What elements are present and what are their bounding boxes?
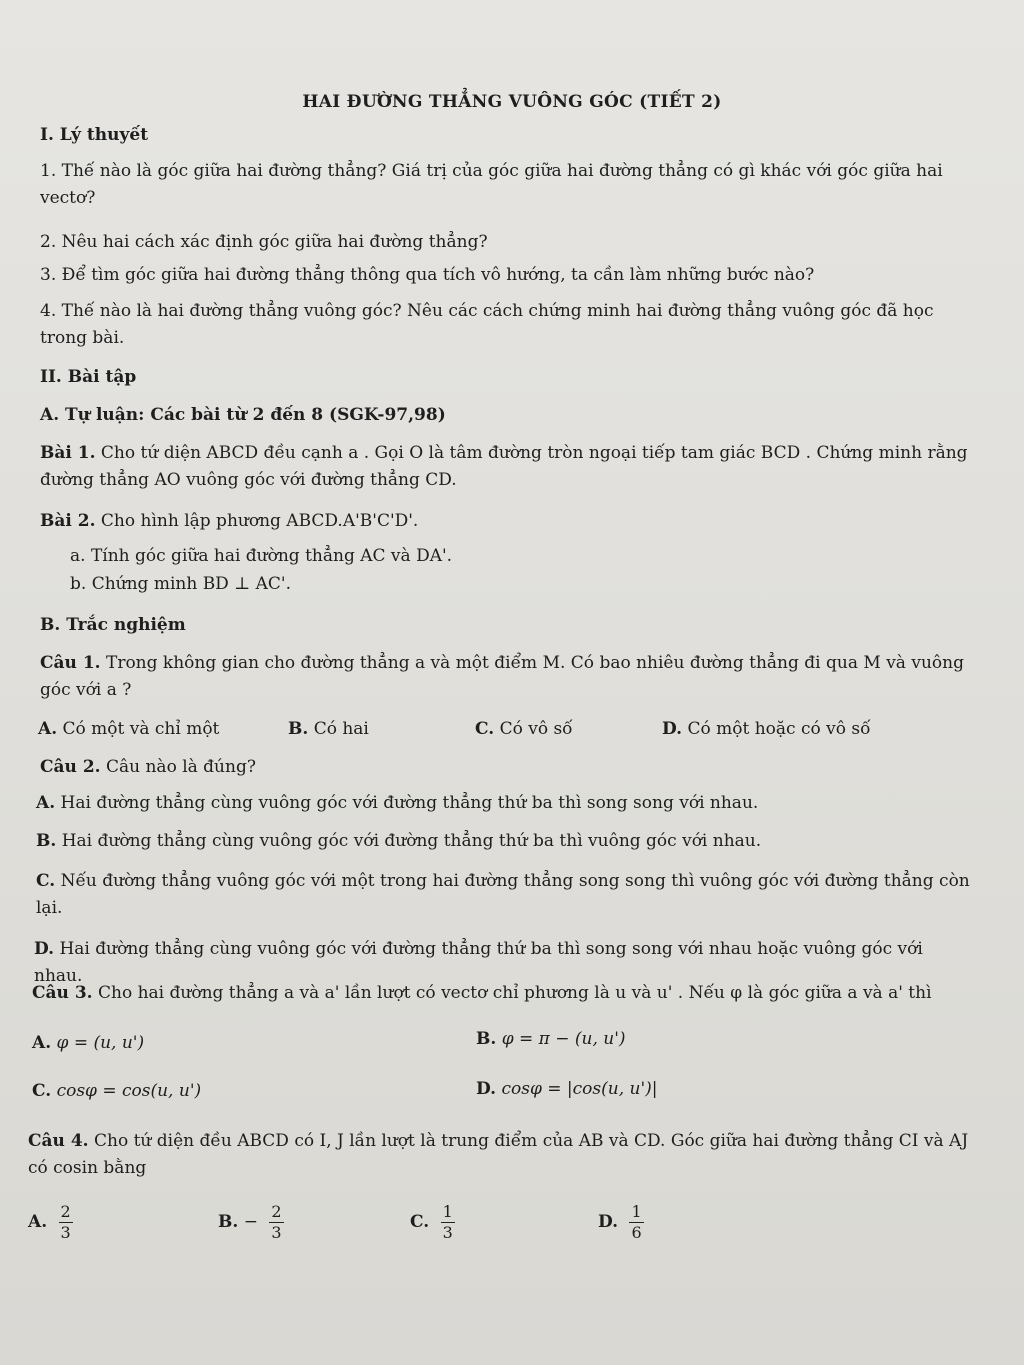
multiple-choice-heading: B. Trắc nghiệm <box>40 615 186 635</box>
option-text: Có hai <box>313 719 369 739</box>
question-3 <box>32 980 974 1007</box>
fraction <box>269 1202 283 1243</box>
option-text: Hai đường thẳng cùng vuông góc với đường thẳng thứ ba thì song song với nhau hoặc vuông góc với nhau. <box>34 939 923 986</box>
question-4 <box>28 1128 974 1182</box>
question-1-text: Trong không gian cho đường thẳng a và một điểm M. Có bao nhiêu đường thẳng đi qua M và vuông góc với a ? <box>40 653 964 700</box>
exercise-1-label: Bài 1. <box>40 443 96 463</box>
fraction-numerator: 2 <box>271 1202 282 1221</box>
fraction-numerator: 1 <box>442 1202 453 1221</box>
q1-option-b <box>288 716 369 743</box>
option-label: B. <box>218 1212 239 1232</box>
option-formula: φ = π − (u, u') <box>501 1029 626 1049</box>
option-label: D. <box>598 1212 619 1232</box>
option-label: B. <box>476 1029 497 1049</box>
fraction-denominator: 3 <box>442 1223 453 1242</box>
option-label: D. <box>662 719 683 739</box>
q2-option-c <box>36 868 974 922</box>
essay-heading: A. Tự luận: Các bài từ 2 đến 8 (SGK-97,98) <box>40 405 446 425</box>
option-label: D. <box>34 939 55 959</box>
fraction-denominator: 3 <box>60 1223 71 1242</box>
exercise-2a: a. Tính góc giữa hai đường thẳng AC và DA'. <box>70 546 453 566</box>
q4-option-a <box>28 1202 73 1243</box>
question-3-label: Câu 3. <box>32 983 93 1003</box>
fraction-numerator: 1 <box>631 1202 642 1221</box>
option-label: C. <box>475 719 495 739</box>
question-4-label: Câu 4. <box>28 1131 89 1151</box>
option-label: A. <box>28 1212 48 1232</box>
fraction <box>441 1202 455 1243</box>
exercise-2-text: Cho hình lập phương ABCD.A'B'C'D'. <box>100 511 419 531</box>
option-label: C. <box>36 871 56 891</box>
option-label: A. <box>36 793 56 813</box>
q1-option-a <box>38 716 219 743</box>
q1-option-c <box>475 716 573 743</box>
option-text: Hai đường thẳng cùng vuông góc với đường thẳng thứ ba thì song song với nhau. <box>60 793 759 813</box>
exercise-2-label: Bài 2. <box>40 511 96 531</box>
option-formula: cosφ = cos(u, u') <box>56 1081 202 1101</box>
option-sign: − <box>243 1212 258 1232</box>
q3-option-d <box>476 1076 657 1103</box>
q3-option-c <box>32 1078 201 1105</box>
option-formula: cosφ = |cos(u, u')| <box>501 1079 658 1099</box>
exercise-1-text: Cho tứ diện ABCD đều cạnh a . Gọi O là tâm đường tròn ngoại tiếp tam giác BCD . Chứng minh rằng đường thẳng AO vuông góc với đường thẳng CD. <box>40 443 968 490</box>
option-label: B. <box>36 831 57 851</box>
theory-question-1: 1. Thế nào là góc giữa hai đường thẳng? Giá trị của góc giữa hai đường thẳng có gì khác với góc giữa hai vectơ? <box>40 161 943 208</box>
q4-option-b <box>218 1202 284 1243</box>
option-text: Có một và chỉ một <box>62 719 220 739</box>
fraction-denominator: 6 <box>631 1223 642 1242</box>
question-1 <box>40 650 974 704</box>
option-label: A. <box>38 719 58 739</box>
exercises-heading: II. Bài tập <box>40 367 137 387</box>
question-2 <box>40 754 974 781</box>
option-formula: φ = (u, u') <box>56 1033 145 1053</box>
page-title: HAI ĐƯỜNG THẲNG VUÔNG GÓC (TIẾT 2) <box>302 92 722 112</box>
q4-option-c <box>410 1202 455 1243</box>
fraction-denominator: 3 <box>271 1223 282 1242</box>
theory-question-2: 2. Nêu hai cách xác định góc giữa hai đường thẳng? <box>40 232 488 252</box>
option-label: C. <box>32 1081 52 1101</box>
option-label: B. <box>288 719 309 739</box>
q3-option-a <box>32 1030 144 1057</box>
fraction-numerator: 2 <box>60 1202 71 1221</box>
option-text: Hai đường thẳng cùng vuông góc với đường thẳng thứ ba thì vuông góc với nhau. <box>61 831 762 851</box>
question-2-label: Câu 2. <box>40 757 101 777</box>
exercise-2 <box>40 508 974 535</box>
exercise-2b: b. Chứng minh BD ⊥ AC'. <box>70 574 291 594</box>
option-label: D. <box>476 1079 497 1099</box>
exercise-1 <box>40 440 974 494</box>
fraction <box>629 1202 643 1243</box>
q1-option-d <box>662 716 870 743</box>
q2-option-a <box>36 790 974 817</box>
theory-heading: I. Lý thuyết <box>40 125 149 145</box>
theory-question-4: 4. Thế nào là hai đường thẳng vuông góc? Nêu các cách chứng minh hai đường thẳng vuông góc đã học trong bài. <box>40 301 934 348</box>
question-2-text: Câu nào là đúng? <box>105 757 256 777</box>
question-1-label: Câu 1. <box>40 653 101 673</box>
question-4-text: Cho tứ diện đều ABCD có I, J lần lượt là trung điểm của AB và CD. Góc giữa hai đường thẳng CI và AJ có cosin bằng <box>28 1131 969 1178</box>
q2-option-b <box>36 828 974 855</box>
q4-option-d <box>598 1202 644 1243</box>
question-3-text: Cho hai đường thẳng a và a' lần lượt có vectơ chỉ phương là u và u' . Nếu φ là góc giữa a và a' thì <box>97 983 932 1003</box>
theory-question-3: 3. Để tìm góc giữa hai đường thẳng thông qua tích vô hướng, ta cần làm những bước nào? <box>40 265 815 285</box>
option-text: Có một hoặc có vô số <box>687 719 871 739</box>
option-text: Có vô số <box>499 719 573 739</box>
option-label: C. <box>410 1212 430 1232</box>
option-label: A. <box>32 1033 52 1053</box>
option-text: Nếu đường thẳng vuông góc với một trong hai đường thẳng song song thì vuông góc với đường thẳng còn lại. <box>36 871 970 918</box>
fraction <box>59 1202 73 1243</box>
q3-option-b <box>476 1026 626 1053</box>
